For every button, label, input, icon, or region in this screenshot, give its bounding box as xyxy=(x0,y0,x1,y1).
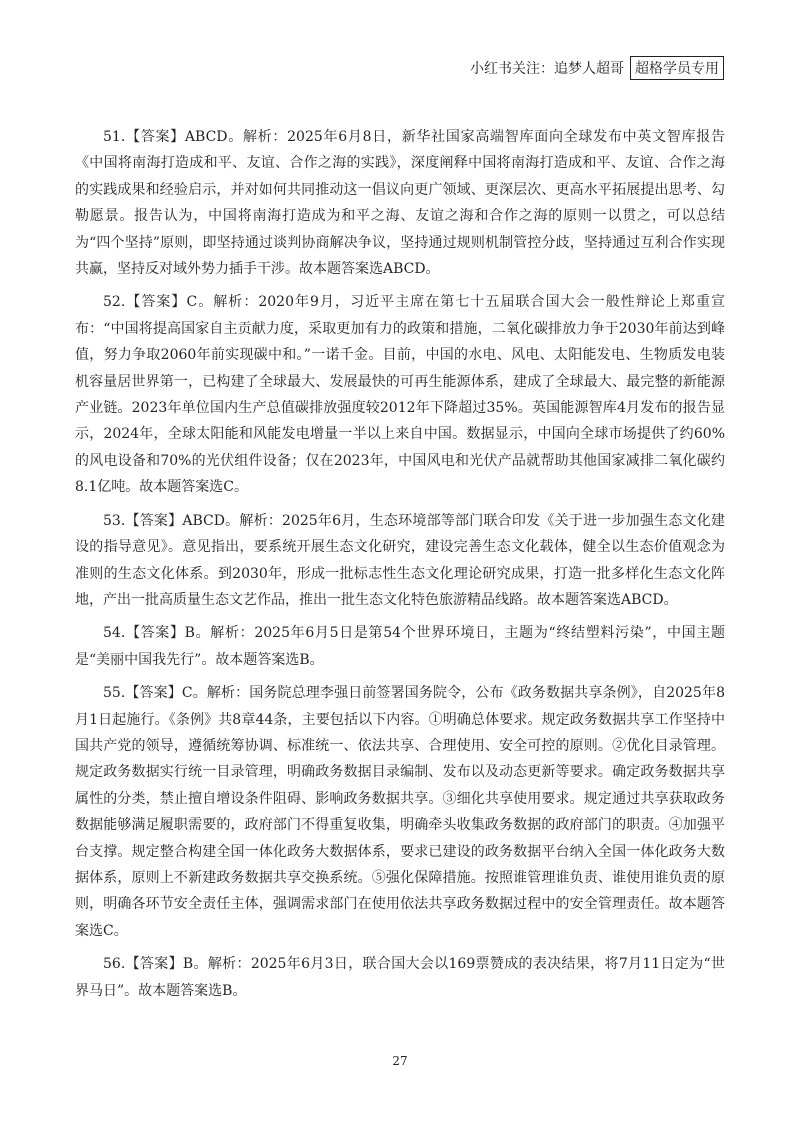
answer-51: 51.【答案】ABCD。解析：2025年6月8日，新华社国家高端智库面向全球发布中英文智库报告《中国将南海打造成和平、友谊、合作之海的实践》，深度阐释中国将南海打造成和平、友谊、合作之海的实践成果和经验启示，并对如何共同推动这一倡议向更广领域、更深层次、更高水平拓展提出思考、勾勒愿景。报告认为，中国将南海打造成为和平之海、友谊之海和合作之海的原则一以贯之，可以总结为“四个坚持”原则，即坚持通过谈判协商解决争议，坚持通过规则机制管控分歧，坚持通过互利合作实现共赢，坚持反对域外势力插手干涉。故本题答案选ABCD。 xyxy=(75,129,725,278)
answer-56: 56.【答案】B。解析：2025年6月3日，联合国大会以169票赞成的表决结果，将7月11日定为“世界马日”。故本题答案选B。 xyxy=(75,956,725,999)
answer-54: 54.【答案】B。解析：2025年6月5日是第54个世界环境日，主题为“终结塑料污染”，中国主题是“美丽中国我先行”。故本题答案选B。 xyxy=(75,625,725,668)
header-boxed-label: 超格学员专用 xyxy=(630,56,724,80)
page-number: 27 xyxy=(392,1054,408,1068)
answer-52: 52.【答案】C。解析：2020年9月，习近平主席在第七十五届联合国大会一般性辩论上郑重宣布：“中国将提高国家自主贡献力度，采取更加有力的政策和措施，二氧化碳排放力争于2030年前达到峰值，努力争取2060年前实现碳中和。”一诺千金。目前，中国的水电、风电、太阳能发电、生物质发电装机容量居世界第一，已构建了全球最大、发展最快的可再生能源体系，建成了全球最大、最完整的新能源产业链。2023年单位国内生产总值碳排放强度较2012年下降超过35%。英国能源智库4月发布的报告显示，2024年，全球太阳能和风能发电增量一半以上来自中国。数据显示，中国向全球市场提供了约60%的风电设备和70%的光伏组件设备；仅在2023年，中国风电和光伏产品就帮助其他国家减排二氧化碳约8.1亿吨。故本题答案选C。 xyxy=(75,294,725,496)
answer-55: 55.【答案】C。解析：国务院总理李强日前签署国务院令，公布《政务数据共享条例》，自2025年8月1日起施行。《条例》共8章44条，主要包括以下内容。①明确总体要求。规定政务数据共享工作坚持中国共产党的领导，遵循统筹协调、标准统一、依法共享、合理使用、安全可控的原则。②优化目录管理。规定政务数据实行统一目录管理，明确政务数据目录编制、发布以及动态更新等要求。确定政务数据共享属性的分类，禁止擅自增设条件阻碍、影响政务数据共享。③细化共享使用要求。规定通过共享获取政务数据能够满足履职需要的，政府部门不得重复收集，明确牵头收集政务数据的政府部门的职责。④加强平台支撑。规定整合构建全国一体化政务大数据体系，要求已建设的政务数据平台纳入全国一体化政务大数据体系，原则上不新建政务数据共享交换系统。⑤强化保障措施。按照谁管理谁负责、谁使用谁负责的原则，明确各环节安全责任主体，强调需求部门在使用依法共享政务数据过程中的安全管理责任。故本题答案选C。 xyxy=(75,685,725,939)
answer-53: 53.【答案】ABCD。解析：2025年6月，生态环境部等部门联合印发《关于进一步加强生态文化建设的指导意见》。意见指出，要系统开展生态文化研究，建设完善生态文化载体，健全以生态价值观念为准则的生态文化体系。到2030年，形成一批标志性生态文化理论研究成果，打造一批多样化生态文化阵地，产出一批高质量生态文艺作品，推出一批生态文化特色旅游精品线路。故本题答案选ABCD。 xyxy=(75,512,725,608)
header-text: 小红书关注：追梦人超哥 xyxy=(470,61,624,77)
answer-explanations xyxy=(75,124,725,1011)
page-header xyxy=(470,56,724,80)
